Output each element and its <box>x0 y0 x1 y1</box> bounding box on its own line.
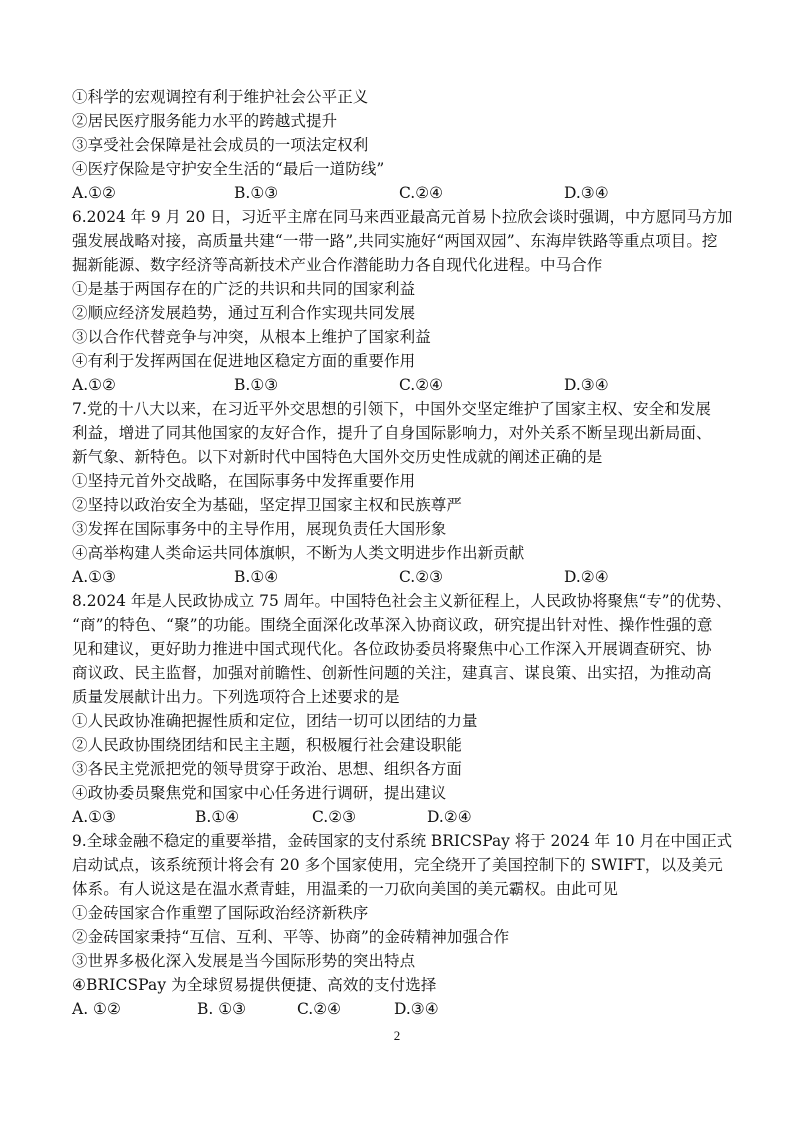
q6-option-a: A.①② <box>72 376 116 394</box>
q9-stem-line-3: 体系。有人说这是在温水煮青蛙，用温柔的一刀砍向美国的美元霸权。由此可见 <box>72 880 619 898</box>
q9-item-4: ④BRICSPay 为全球贸易提供便捷、高效的支付选择 <box>72 976 437 994</box>
q6-item-1: ①是基于两国存在的广泛的共识和共同的国家利益 <box>72 280 416 298</box>
q8-option-d: D.②④ <box>427 808 472 826</box>
q7-option-a: A.①③ <box>72 568 116 586</box>
q6-stem-line-1: 6.2024 年 9 月 20 日，习近平主席在同马来西亚最高元首易卜拉欣会谈时强调，中方愿同马方加 <box>72 208 733 226</box>
q7-item-4: ④高举构建人类命运共同体旗帜，不断为人类文明进步作出新贡献 <box>72 544 525 562</box>
q6-option-d: D.③④ <box>564 376 609 394</box>
q5-option-a: A.①② <box>72 184 116 202</box>
q7-stem-line-2: 利益，增进了同其他国家的友好合作，提升了自身国际影响力，对外关系不断呈现出新局面、 <box>72 424 712 442</box>
q9-option-c: C.②④ <box>297 1000 342 1018</box>
q5-item-3: ③享受社会保障是社会成员的一项法定权利 <box>72 136 369 154</box>
q9-item-2: ②金砖国家秉持“互信、互利、平等、协商”的金砖精神加强合作 <box>72 928 510 946</box>
q5-options <box>72 182 732 204</box>
page-number: 2 <box>393 1028 401 1043</box>
q8-item-1: ①人民政协准确把握性质和定位，团结一切可以团结的力量 <box>72 712 478 730</box>
q8-stem-line-5: 质量发展献计出力。下列选项符合上述要求的是 <box>72 688 400 706</box>
q9-item-3: ③世界多极化深入发展是当今国际形势的突出特点 <box>72 952 416 970</box>
q9-options <box>72 998 732 1020</box>
q8-options <box>72 806 732 828</box>
q9-option-b: B. ①③ <box>197 1000 247 1018</box>
q6-item-2: ②顺应经济发展趋势，通过互利合作实现共同发展 <box>72 304 416 322</box>
q7-item-2: ②坚持以政治安全为基础，坚定捍卫国家主权和民族尊严 <box>72 496 463 514</box>
q5-option-b: B.①③ <box>234 184 279 202</box>
q5-option-d: D.③④ <box>564 184 609 202</box>
q8-option-b: B.①④ <box>195 808 240 826</box>
q9-stem-line-1: 9.全球金融不稳定的重要举措，金砖国家的支付系统 BRICSPay 将于 2024 年 10 月在中国正式 <box>72 832 733 850</box>
q6-item-3: ③以合作代替竞争与冲突，从根本上维护了国家利益 <box>72 328 431 346</box>
q7-item-1: ①坚持元首外交战略，在国际事务中发挥重要作用 <box>72 472 416 490</box>
q6-stem-line-2: 强发展战略对接，高质量共建“一带一路”,共同实施好“两国双园”、东海岸铁路等重点项目。挖 <box>72 232 718 250</box>
q8-stem-line-4: 商议政、民主监督，加强对前瞻性、创新性问题的关注，建真言、谋良策、出实招，为推动高 <box>72 664 712 682</box>
q6-item-4: ④有利于发挥两国在促进地区稳定方面的重要作用 <box>72 352 416 370</box>
q7-option-c: C.②③ <box>399 568 444 586</box>
q8-item-4: ④政协委员聚焦党和国家中心任务进行调研，提出建议 <box>72 784 447 802</box>
q7-options <box>72 566 732 588</box>
q8-option-c: C.②③ <box>312 808 357 826</box>
q8-item-2: ②人民政协围绕团结和民主主题，积极履行社会建设职能 <box>72 736 463 754</box>
q5-item-4: ④医疗保险是守护安全生活的“最后一道防线” <box>72 160 385 178</box>
q8-option-a: A.①③ <box>72 808 116 826</box>
q9-stem-line-2: 启动试点，该系统预计将会有 20 多个国家使用，完全绕开了美国控制下的 SWIFT，以及美元 <box>72 856 723 874</box>
q9-option-d: D.③④ <box>394 1000 439 1018</box>
q5-item-2: ②居民医疗服务能力水平的跨越式提升 <box>72 112 338 130</box>
q6-options <box>72 374 732 396</box>
q8-stem-line-1: 8.2024 年是人民政协成立 75 周年。中国特色社会主义新征程上，人民政协将聚焦“专”的优势、 <box>72 592 732 610</box>
q6-stem-line-3: 掘新能源、数字经济等高新技术产业合作潜能助力各自现代化进程。中马合作 <box>72 256 603 274</box>
q6-option-b: B.①③ <box>234 376 279 394</box>
q7-item-3: ③发挥在国际事务中的主导作用，展现负责任大国形象 <box>72 520 447 538</box>
q5-option-c: C.②④ <box>399 184 444 202</box>
q9-option-a: A. ①② <box>72 1000 121 1018</box>
q8-stem-line-2: “商”的特色、“聚”的功能。围绕全面深化改革深入协商议政，研究提出针对性、操作性强的意 <box>72 616 713 634</box>
q6-option-c: C.②④ <box>399 376 444 394</box>
q5-item-1: ①科学的宏观调控有利于维护社会公平正义 <box>72 88 369 106</box>
q7-option-d: D.②④ <box>564 568 609 586</box>
q8-stem-line-3: 见和建议，更好助力推进中国式现代化。各位政协委员将聚焦中心工作深入开展调查研究、协 <box>72 640 712 658</box>
q7-option-b: B.①④ <box>234 568 279 586</box>
q9-item-1: ①金砖国家合作重塑了国际政治经济新秩序 <box>72 904 369 922</box>
q7-stem-line-1: 7.党的十八大以来，在习近平外交思想的引领下，中国外交坚定维护了国家主权、安全和发展 <box>72 400 711 418</box>
q8-item-3: ③各民主党派把党的领导贯穿于政治、思想、组织各方面 <box>72 760 463 778</box>
q7-stem-line-3: 新气象、新特色。以下对新时代中国特色大国外交历史性成就的阐述正确的是 <box>72 448 603 466</box>
